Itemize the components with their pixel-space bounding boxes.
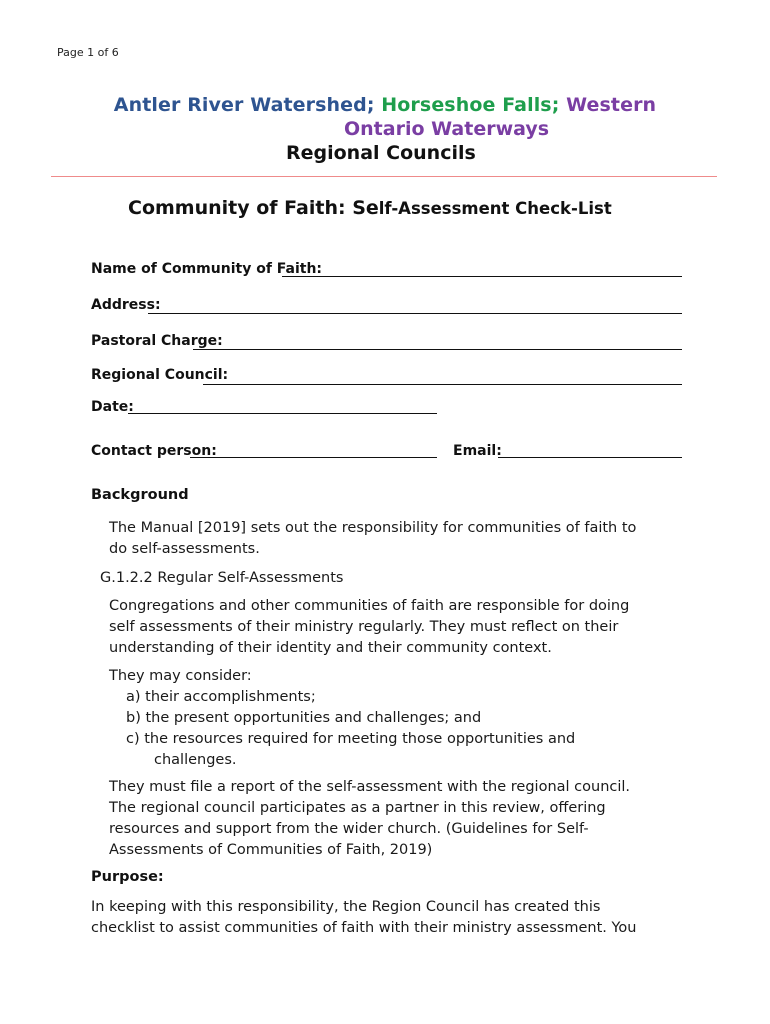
background-intro-line: do self-assessments.: [109, 541, 260, 557]
title-divider: [51, 176, 717, 177]
consider-list: [126, 687, 575, 771]
para2-line: The regional council participates as a partner in this review, offering: [109, 800, 606, 816]
title-region-horseshoe: Horseshoe Falls;: [381, 94, 567, 116]
pastoral-charge-field[interactable]: [193, 349, 682, 350]
section-reference: [100, 568, 343, 589]
email-label: Email:: [453, 443, 502, 459]
purpose-line: In keeping with this responsibility, the Region Council has created this: [91, 899, 601, 915]
para2-line: Assessments of Communities of Faith, 2019): [109, 842, 433, 858]
date-field[interactable]: [128, 413, 437, 414]
consider-intro: [109, 666, 252, 687]
para1-line: understanding of their identity and their community context.: [109, 640, 552, 656]
background-para2: [109, 777, 630, 861]
page-number: Page 1 of 6: [57, 46, 119, 59]
consider-list-item: b) the present opportunities and challenges; and: [126, 710, 482, 726]
regional-council-field[interactable]: [203, 384, 682, 385]
consider-list-item-continued: challenges.: [154, 752, 237, 768]
purpose-heading: Purpose:: [91, 869, 164, 885]
address-field[interactable]: [148, 313, 682, 314]
para1-line: Congregations and other communities of faith are responsible for doing: [109, 598, 630, 614]
title-regional-councils: Regional Councils: [286, 142, 476, 164]
subtitle-rest: lf-Assessment Check-List: [378, 199, 612, 218]
address-label: Address:: [91, 297, 161, 313]
regional-council-label: Regional Council:: [91, 367, 229, 383]
email-field[interactable]: [498, 457, 682, 458]
background-para1: [109, 596, 629, 659]
contact-person-field[interactable]: [190, 457, 437, 458]
title-region-antler: Antler River Watershed;: [113, 94, 382, 116]
purpose-text: [91, 897, 636, 939]
purpose-line: checklist to assist communities of faith with their ministry assessment. You: [91, 920, 637, 936]
consider-list-item: a) their accomplishments;: [126, 689, 316, 705]
para1-line: self assessments of their ministry regularly. They must reflect on their: [109, 619, 619, 635]
subtitle-main: Community of Faith: Se: [128, 197, 379, 219]
title-regions: [0, 94, 770, 116]
pastoral-charge-label: Pastoral Charge:: [91, 333, 223, 349]
title-region-ontario-waterways: Ontario Waterways: [344, 118, 550, 140]
background-intro-line: The Manual [2019] sets out the responsibility for communities of faith to: [109, 520, 637, 536]
section-reference-text: G.1.2.2 Regular Self-Assessments: [100, 570, 344, 586]
contact-person-label: Contact person:: [91, 443, 217, 459]
background-heading: Background: [91, 487, 189, 503]
consider-intro-text: They may consider:: [109, 668, 252, 684]
name-of-community-label: Name of Community of Faith:: [91, 261, 323, 277]
consider-list-item: c) the resources required for meeting those opportunities and: [126, 731, 576, 747]
para2-line: resources and support from the wider church. (Guidelines for Self-: [109, 821, 589, 837]
title-region-western: Western: [566, 94, 657, 116]
para2-line: They must file a report of the self-assessment with the regional council.: [109, 779, 631, 795]
name-of-community-field[interactable]: [282, 276, 682, 277]
document-subtitle: [128, 197, 612, 219]
date-label: Date:: [91, 399, 134, 415]
background-intro: [109, 518, 636, 560]
